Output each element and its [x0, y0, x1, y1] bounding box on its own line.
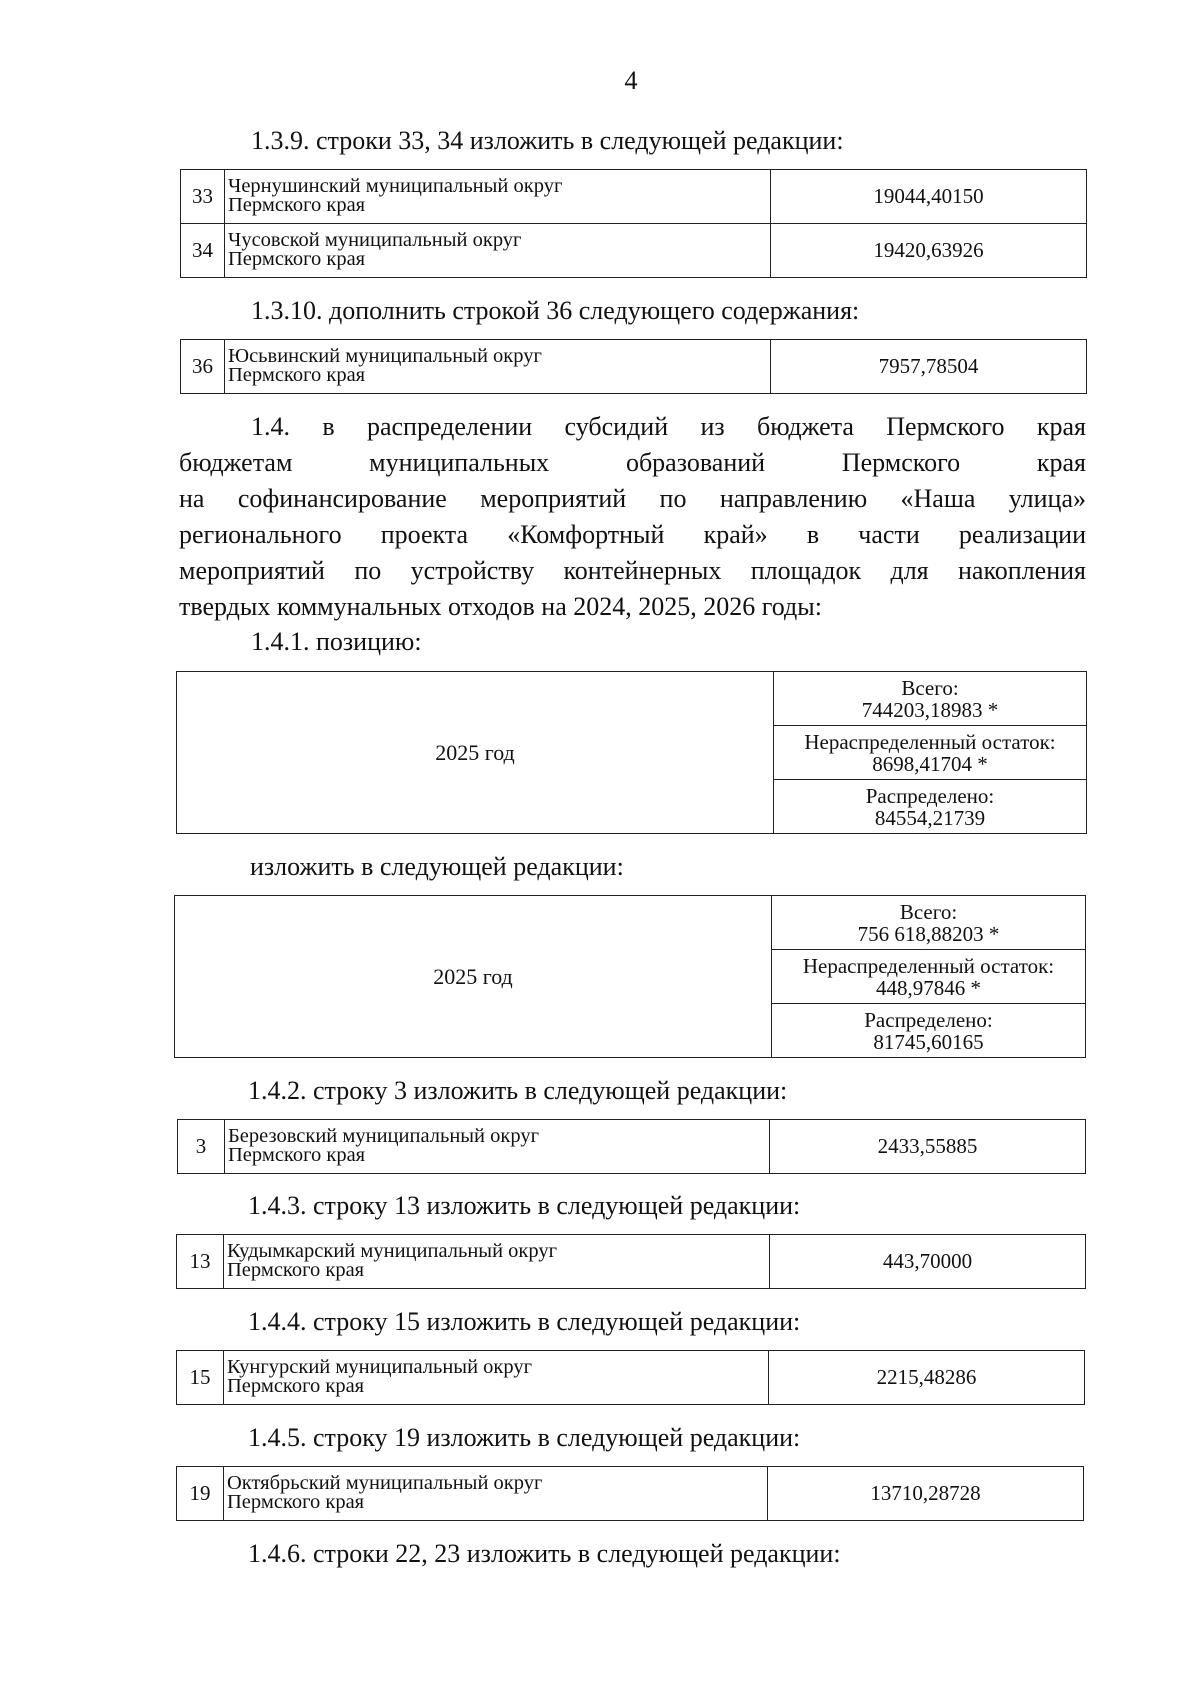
paragraph-line: бюджетам муниципальных образований Пермского края [179, 448, 1086, 477]
distributed-cell: Распределено: 84554,21739 [774, 780, 1087, 834]
table-1-4-2 [177, 1119, 1086, 1174]
row-value: 19044,40150 [771, 170, 1087, 224]
row-number: 34 [181, 224, 225, 278]
section-heading-1-4-3: 1.4.3. строку 13 изложить в следующей редакции: [248, 1191, 801, 1220]
municipality-name: Юсьвинский муниципальный округ Пермского края [225, 340, 771, 394]
section-heading-1-4-4: 1.4.4. строку 15 изложить в следующей редакции: [248, 1307, 801, 1336]
section-heading-1-4-1: 1.4.1. позицию: [251, 627, 422, 656]
table-row [177, 1235, 1086, 1289]
total-cell: Всего: 756 618,88203 * [772, 896, 1086, 950]
table-1-3-9 [180, 169, 1087, 278]
municipality-name: Чусовской муниципальный округ Пермского края [225, 224, 771, 278]
table-row [181, 340, 1087, 394]
paragraph-line: 1.4. в распределении субсидий из бюджета Пермского края [251, 412, 1086, 441]
section-heading-1-4-5: 1.4.5. строку 19 изложить в следующей редакции: [248, 1423, 801, 1452]
row-value: 19420,63926 [771, 224, 1087, 278]
municipality-name: Октябрьский муниципальный округ Пермского края [224, 1467, 768, 1521]
section-subheading-new-edition: изложить в следующей редакции: [250, 852, 624, 881]
table-1-4-3 [176, 1234, 1086, 1289]
row-number: 15 [177, 1351, 224, 1405]
page-number: 4 [624, 66, 638, 95]
table-1-4-5 [176, 1466, 1084, 1521]
section-heading-1-3-10: 1.3.10. дополнить строкой 36 следующего содержания: [251, 296, 860, 325]
row-number: 36 [181, 340, 225, 394]
municipality-name: Березовский муниципальный округ Пермского края [225, 1120, 770, 1174]
year-cell: 2025 год [175, 896, 772, 1058]
table-row [177, 1351, 1085, 1405]
table-1-4-1-old [176, 671, 1087, 834]
section-heading-1-3-9: 1.3.9. строки 33, 34 изложить в следующей редакции: [251, 126, 844, 155]
table-row [177, 1467, 1084, 1521]
table-1-4-4 [176, 1350, 1085, 1405]
table-1-4-1-new [174, 895, 1086, 1058]
table-row [181, 170, 1087, 224]
table-1-3-10 [180, 339, 1087, 394]
paragraph-line: твердых коммунальных отходов на 2024, 2025, 2026 годы: [179, 592, 822, 621]
municipality-name: Чернушинский муниципальный округ Пермского края [225, 170, 771, 224]
total-cell: Всего: 744203,18983 * [774, 672, 1087, 726]
table-row [178, 1120, 1086, 1174]
row-value: 7957,78504 [771, 340, 1087, 394]
year-cell: 2025 год [177, 672, 774, 834]
row-number: 13 [177, 1235, 224, 1289]
section-paragraph-1-4 [179, 409, 1086, 625]
distributed-cell: Распределено: 81745,60165 [772, 1004, 1086, 1058]
row-value: 2433,55885 [770, 1120, 1086, 1174]
municipality-name: Кунгурский муниципальный округ Пермского края [224, 1351, 769, 1405]
row-value: 13710,28728 [768, 1467, 1084, 1521]
remainder-cell: Нераспределенный остаток: 448,97846 * [772, 950, 1086, 1004]
row-value: 2215,48286 [769, 1351, 1085, 1405]
paragraph-line: мероприятий по устройству контейнерных площадок для накопления [179, 556, 1086, 585]
paragraph-line: регионального проекта «Комфортный край» в части реализации [179, 520, 1086, 549]
row-number: 33 [181, 170, 225, 224]
section-heading-1-4-2: 1.4.2. строку 3 изложить в следующей редакции: [248, 1076, 788, 1105]
row-value: 443,70000 [770, 1235, 1086, 1289]
row-number: 19 [177, 1467, 224, 1521]
municipality-name: Кудымкарский муниципальный округ Пермского края [224, 1235, 770, 1289]
remainder-cell: Нераспределенный остаток: 8698,41704 * [774, 726, 1087, 780]
paragraph-line: на софинансирование мероприятий по направлению «Наша улица» [179, 484, 1086, 513]
section-heading-1-4-6: 1.4.6. строки 22, 23 изложить в следующей редакции: [248, 1539, 841, 1568]
table-row [181, 224, 1087, 278]
row-number: 3 [178, 1120, 225, 1174]
